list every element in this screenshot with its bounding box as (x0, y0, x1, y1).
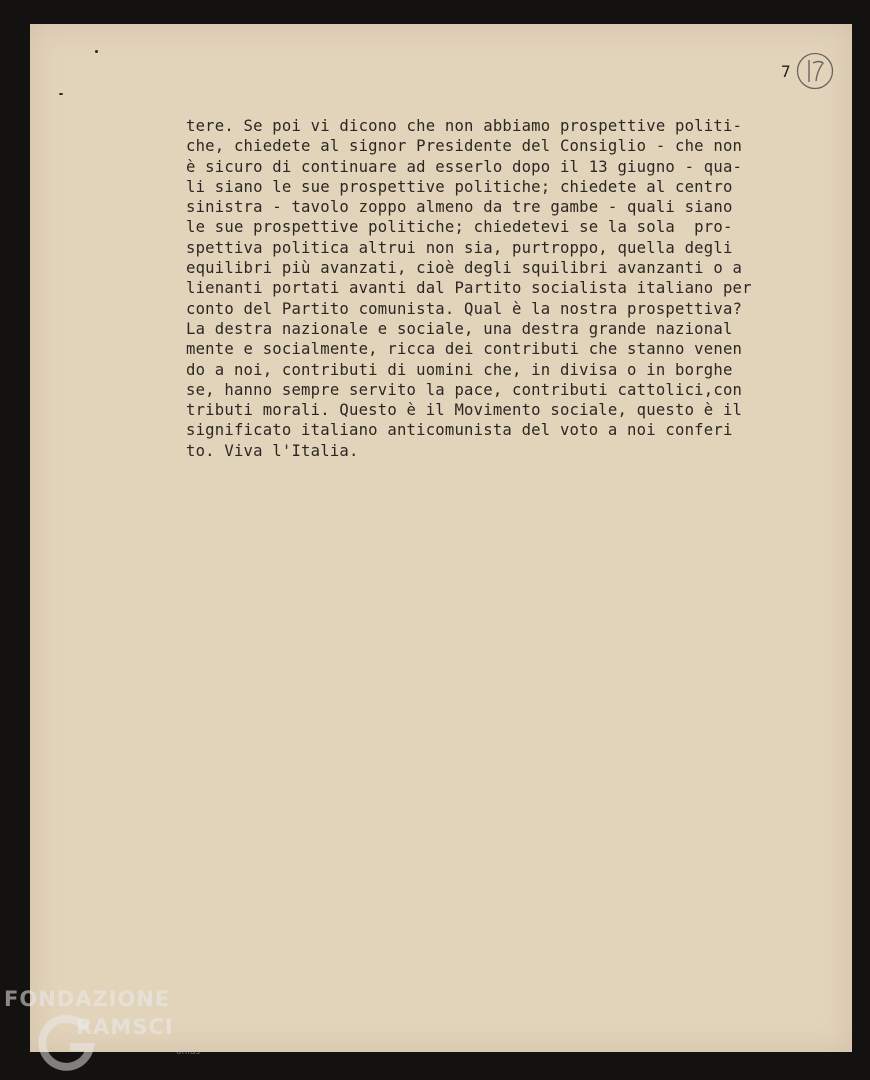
fondazione-gramsci-watermark (4, 985, 219, 1075)
text-line: tere. Se poi vi dicono che non abbiamo prospettive politi- (186, 117, 743, 135)
paper-speck (59, 93, 63, 95)
text-line: mente e socialmente, ricca dei contributi che stanno venen (186, 340, 743, 359)
watermark-suffix: onlus (176, 1047, 201, 1057)
text-line: spettiva politica altrui non sia, purtroppo, quella degli (186, 238, 733, 257)
text-line: se, hanno sempre servito la pace, contributi cattolici,con (186, 380, 743, 399)
text-line: tributi morali. Questo è il Movimento sociale, questo è il (186, 401, 743, 420)
text-line: do a noi, contributi di uomini che, in divisa o in borghe (186, 360, 733, 379)
text-line: sinistra - tavolo zoppo almeno da tre gambe - quali siano (186, 198, 733, 217)
text-line: lienanti portati avanti dal Partito socialista italiano per (186, 279, 752, 298)
text-line: conto del Partito comunista. Qual è la nostra prospettiva? (186, 299, 743, 318)
text-line: le sue prospettive politiche; chiedetevi se la sola pro- (186, 218, 733, 237)
handwritten-page-note (795, 51, 835, 91)
text-line: significato italiano anticomunista del voto a noi conferi (186, 421, 733, 440)
page-number: 7 (781, 62, 791, 81)
handwritten-circle-icon (795, 51, 835, 91)
typed-text-body (186, 116, 796, 461)
text-line: La destra nazionale e sociale, una destra grande nazional (186, 319, 733, 338)
watermark-line-2: RAMSCI (76, 1015, 174, 1039)
text-line: li siano le sue prospettive politiche; chiedete al centro (186, 177, 733, 196)
text-line: equilibri più avanzati, cioè degli squilibri avanzanti o a (186, 259, 743, 278)
text-line: che, chiedete al signor Presidente del Consiglio - che non (186, 137, 743, 156)
watermark-line-1: FONDAZIONE (4, 987, 171, 1011)
text-line: è sicuro di continuare ad esserlo dopo il 13 giugno - qua- (186, 157, 743, 176)
text-line: to. Viva l'Italia. (186, 441, 359, 460)
paper-speck (95, 50, 98, 53)
